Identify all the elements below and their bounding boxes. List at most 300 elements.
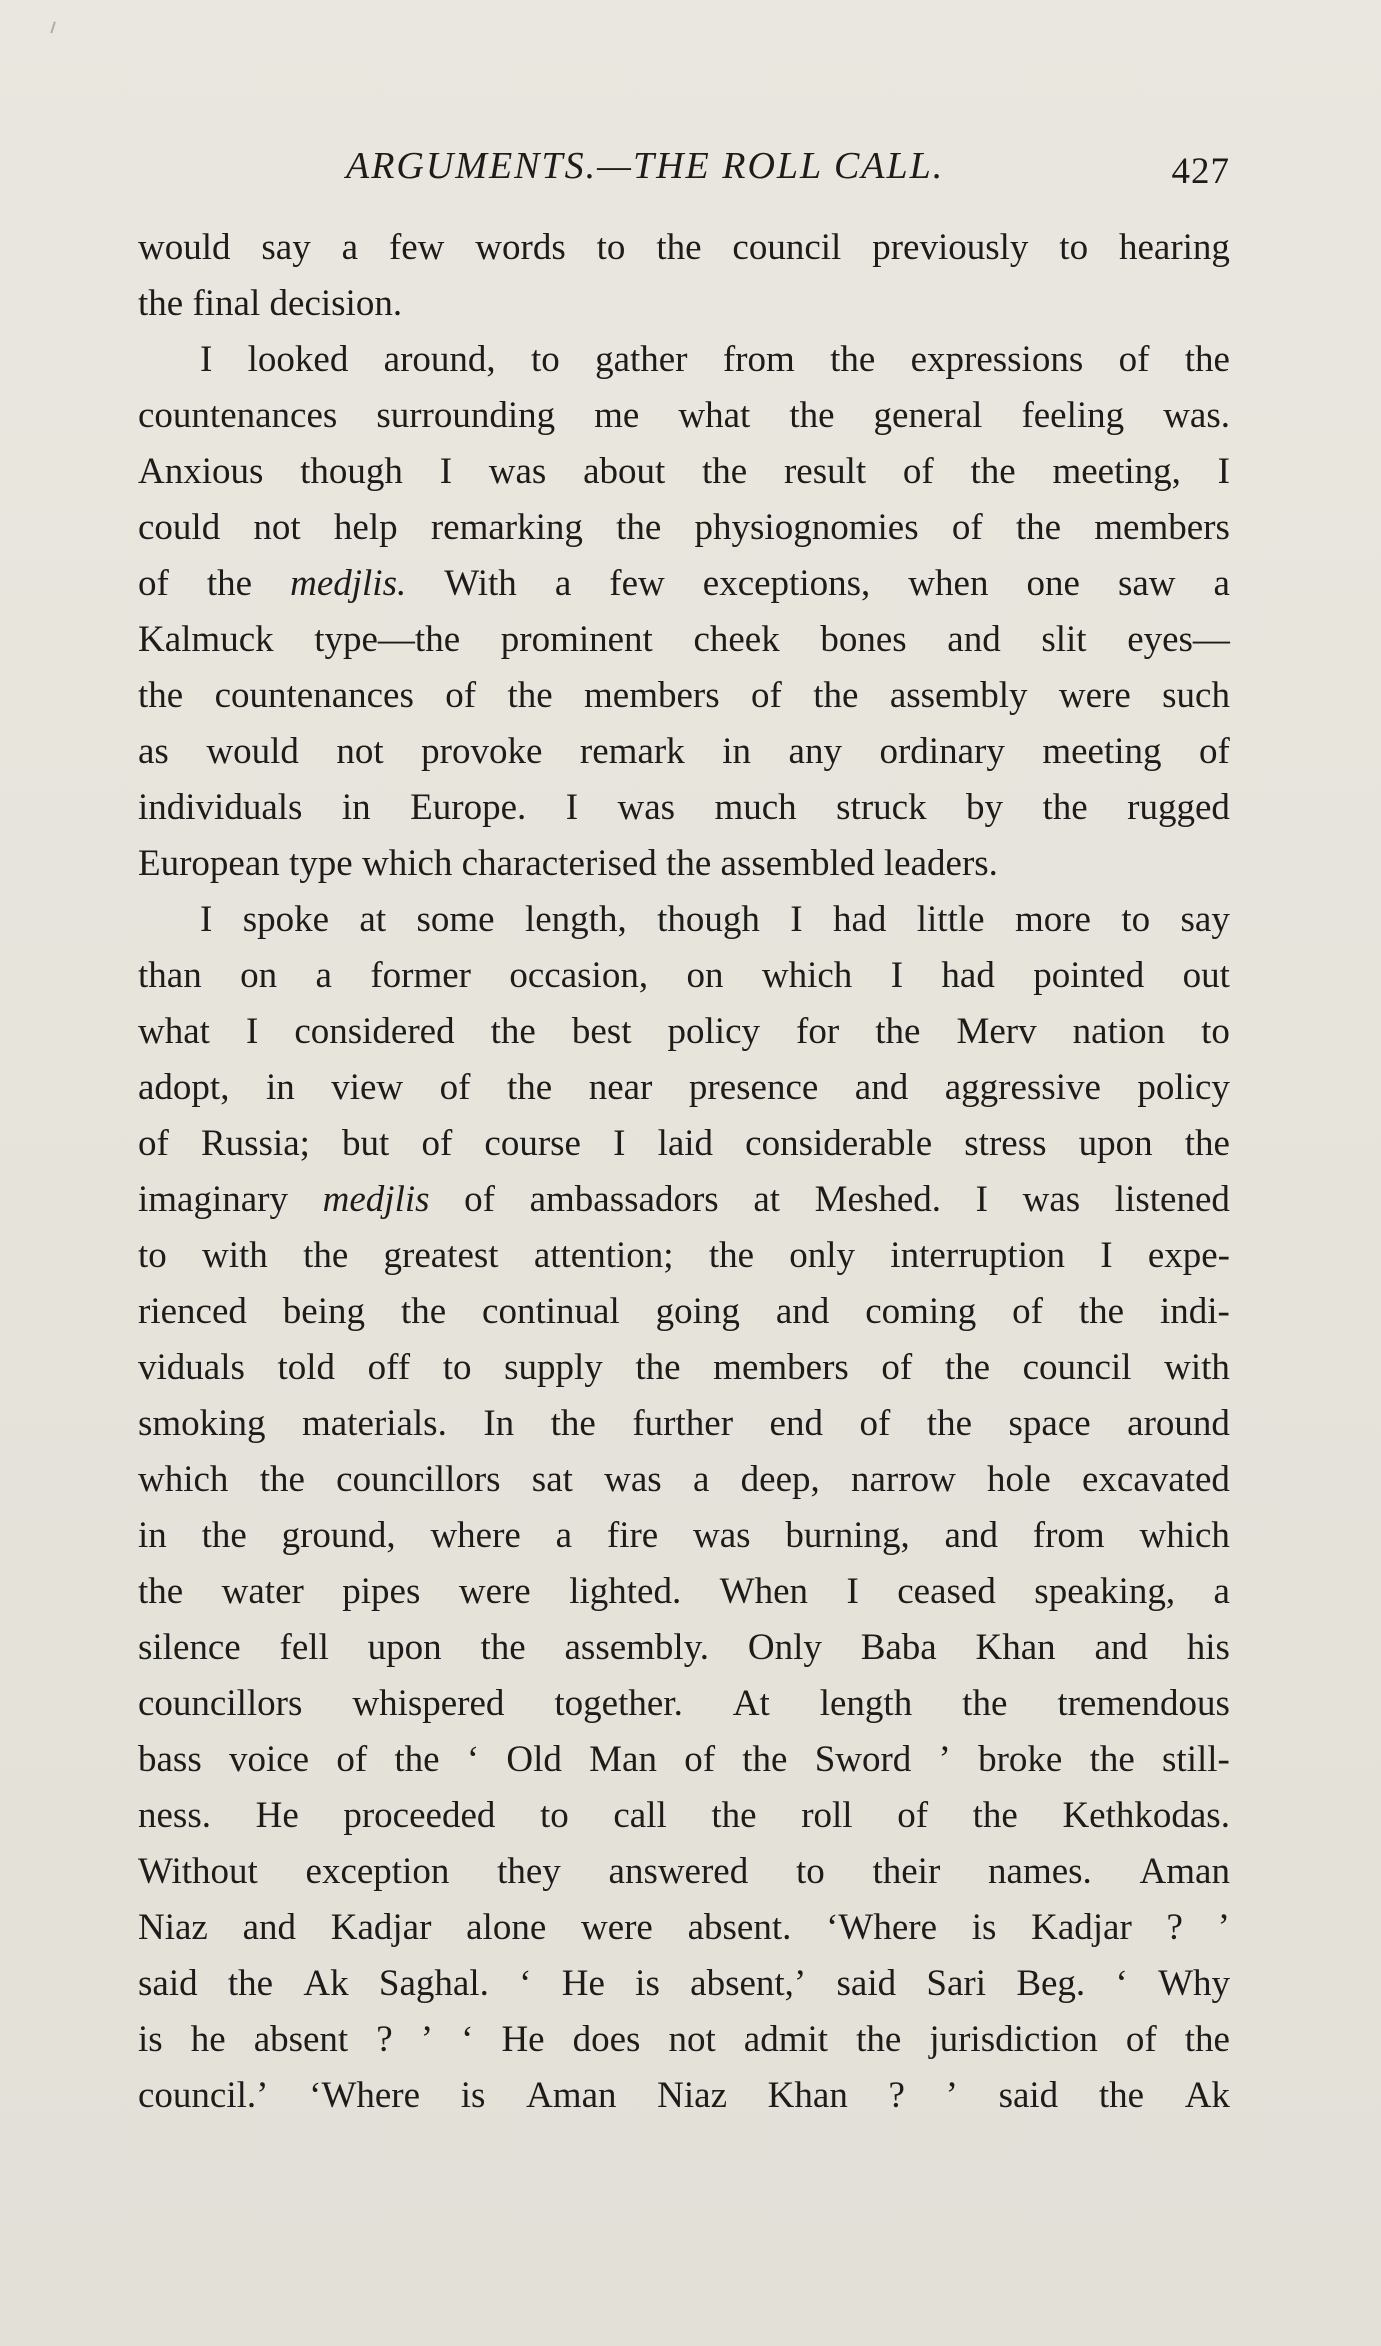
text-line	[138, 500, 1230, 556]
text-line	[138, 1116, 1230, 1172]
word: had	[941, 955, 995, 996]
word: further	[632, 1403, 734, 1444]
word: in	[341, 787, 371, 828]
word: ‘Where	[826, 1907, 937, 1948]
word: what	[138, 1011, 210, 1052]
word: meeting	[1042, 731, 1162, 772]
word: councillors	[138, 1683, 303, 1724]
word: I	[200, 899, 213, 940]
word: upon	[367, 1627, 442, 1668]
word: of	[902, 451, 934, 492]
word: medjlis	[322, 1179, 430, 1220]
word: which	[1139, 1515, 1230, 1556]
word: the	[507, 675, 553, 716]
text-line	[138, 276, 1230, 332]
word: near	[588, 1067, 653, 1108]
word: was	[488, 451, 547, 492]
word: ?	[888, 2075, 905, 2116]
word: decision.	[269, 283, 403, 324]
word: little	[916, 899, 985, 940]
word: pipes	[342, 1571, 421, 1612]
word: from	[722, 339, 795, 380]
word: the	[926, 1403, 972, 1444]
word: ’	[420, 2019, 434, 2060]
word: the	[635, 1347, 681, 1388]
word: proceeded	[343, 1795, 496, 1836]
word: Man	[589, 1739, 657, 1780]
word: as	[138, 731, 169, 772]
word: council	[732, 227, 842, 268]
word: the	[303, 1235, 349, 1276]
word: policy	[1137, 1067, 1230, 1108]
word: view	[331, 1067, 404, 1108]
word: a	[692, 1459, 710, 1500]
word: to	[138, 1235, 167, 1276]
word: the	[394, 1739, 440, 1780]
word: answered	[608, 1851, 749, 1892]
word: was	[693, 1515, 751, 1556]
word: which	[761, 955, 853, 996]
word: the	[138, 1571, 184, 1612]
word: Anxious	[138, 451, 264, 492]
word: gather	[595, 339, 688, 380]
word: admit	[743, 2019, 829, 2060]
word: the	[972, 1795, 1018, 1836]
word: Beg.	[1016, 1963, 1086, 2004]
word: jurisdiction	[929, 2019, 1098, 2060]
word: the	[789, 395, 835, 436]
word: the	[711, 1795, 757, 1836]
word: to	[795, 1851, 825, 1892]
word: few	[388, 227, 445, 268]
text-line	[138, 388, 1230, 444]
word: Meshed.	[814, 1179, 942, 1220]
word: Aman	[1139, 1851, 1230, 1892]
word: leaders.	[883, 843, 998, 884]
word: I	[1100, 1235, 1113, 1276]
word: countenances	[214, 675, 414, 716]
word: fire	[606, 1515, 659, 1556]
word: their	[872, 1851, 941, 1892]
word: were	[580, 1907, 653, 1948]
word: the	[206, 563, 253, 604]
word: few	[609, 563, 665, 604]
word: He	[501, 2019, 545, 2060]
word: burning,	[785, 1515, 910, 1556]
word: the	[1184, 339, 1230, 380]
word: the	[708, 1235, 755, 1276]
word: were	[1058, 675, 1131, 716]
word: eyes—	[1127, 619, 1230, 660]
word: pointed	[1033, 955, 1145, 996]
word: on	[686, 955, 724, 996]
word: ambassadors	[529, 1179, 719, 1220]
word: said	[998, 2075, 1059, 2116]
word: Why	[1158, 1963, 1230, 2004]
word: to	[539, 1795, 569, 1836]
word: exceptions,	[702, 563, 871, 604]
word: they	[497, 1851, 561, 1892]
word: Europe.	[410, 787, 527, 828]
word: of	[1199, 731, 1230, 772]
word: is	[138, 2019, 163, 2060]
word: ground,	[281, 1515, 396, 1556]
word: call	[613, 1795, 667, 1836]
text-line	[138, 836, 1230, 892]
word: Without	[138, 1851, 258, 1892]
word: and	[947, 619, 1001, 660]
word: of	[684, 1739, 716, 1780]
word: whispered	[352, 1683, 505, 1724]
word: I	[200, 339, 213, 380]
word: I	[1217, 451, 1230, 492]
word: considered	[294, 1011, 455, 1052]
word: of	[751, 675, 782, 716]
word: though	[657, 899, 760, 940]
word: in	[138, 1515, 167, 1556]
word: previously	[872, 227, 1029, 268]
word: absent,’	[690, 1963, 807, 2004]
word: had	[832, 899, 887, 940]
word: for	[796, 1011, 840, 1052]
word: struck	[836, 787, 927, 828]
word: of	[439, 1067, 471, 1108]
word: members	[1094, 507, 1230, 548]
word: which	[138, 1459, 229, 1500]
text-line	[138, 1900, 1230, 1956]
word: of	[951, 507, 983, 548]
word: type	[289, 843, 353, 884]
word: length,	[524, 899, 627, 940]
word: one	[1026, 563, 1080, 604]
word: ness.	[138, 1795, 211, 1836]
word: Kadjar	[330, 1907, 432, 1948]
word: the	[1098, 2075, 1145, 2116]
word: to	[1059, 227, 1089, 268]
word: council	[1022, 1347, 1132, 1388]
word: ‘Where	[309, 2075, 421, 2116]
word: Niaz	[657, 2075, 728, 2116]
word: sat	[531, 1459, 573, 1500]
word: going	[655, 1291, 740, 1332]
word: space	[1008, 1403, 1091, 1444]
text-line	[138, 948, 1230, 1004]
word: remarking	[430, 507, 583, 548]
word: ‘	[1115, 1963, 1128, 2004]
word: ?	[1166, 1907, 1183, 1948]
word: the	[616, 507, 662, 548]
word: Old	[506, 1739, 562, 1780]
word: provoke	[421, 731, 543, 772]
word: his	[1186, 1627, 1230, 1668]
word: surrounding	[376, 395, 556, 436]
word: hearing	[1118, 227, 1230, 268]
text-line	[138, 780, 1230, 836]
word: the	[201, 1515, 247, 1556]
word: laid	[657, 1123, 714, 1164]
word: said	[138, 1963, 198, 2004]
word: the	[702, 451, 748, 492]
word: I	[245, 1011, 259, 1052]
word: absent	[253, 2019, 349, 2060]
text-line	[138, 1340, 1230, 1396]
word: told	[277, 1347, 336, 1388]
word: in	[265, 1067, 295, 1108]
word: of	[421, 1123, 453, 1164]
word: of	[859, 1403, 891, 1444]
word: the	[490, 1011, 536, 1052]
text-line	[138, 2012, 1230, 2068]
word: bones	[820, 619, 907, 660]
word: European	[138, 843, 280, 884]
word: ’	[1217, 1907, 1230, 1948]
word: policy	[667, 1011, 760, 1052]
word: is	[635, 1963, 660, 2004]
word: Niaz	[138, 1907, 208, 1948]
word: the	[742, 1739, 788, 1780]
word: does	[572, 2019, 641, 2060]
word: Ak	[303, 1963, 349, 2004]
word: ordinary	[879, 731, 1005, 772]
word: Kadjar	[1031, 1907, 1132, 1948]
word: medjlis.	[290, 563, 407, 604]
text-line	[138, 1004, 1230, 1060]
word: remark	[579, 731, 685, 772]
word: was	[617, 787, 676, 828]
word: not	[336, 731, 384, 772]
word: looked	[247, 339, 349, 380]
word: though	[300, 451, 403, 492]
word: around	[1127, 1403, 1230, 1444]
word: of	[464, 1179, 495, 1220]
word: nation	[1072, 1011, 1166, 1052]
word: roll	[801, 1795, 853, 1836]
word: voice	[228, 1739, 310, 1780]
word: more	[1014, 899, 1091, 940]
word: ’	[945, 2075, 958, 2116]
word: from	[1032, 1515, 1105, 1556]
word: bass	[138, 1739, 202, 1780]
word: Only	[747, 1627, 822, 1668]
word: was.	[1163, 395, 1230, 436]
word: what	[678, 395, 751, 436]
word: prominent	[500, 619, 653, 660]
text-line	[138, 1396, 1230, 1452]
word: and	[242, 1907, 297, 1948]
word: only	[789, 1235, 856, 1276]
word: was	[1022, 1179, 1081, 1220]
word: which	[361, 843, 453, 884]
word: presence	[688, 1067, 819, 1108]
word: supply	[504, 1347, 603, 1388]
word: general	[873, 395, 983, 436]
word: smoking	[138, 1403, 266, 1444]
word: the	[1184, 2019, 1230, 2060]
text-line	[138, 444, 1230, 500]
word: with	[202, 1235, 268, 1276]
word: being	[282, 1291, 365, 1332]
word: stress	[964, 1123, 1047, 1164]
word: fell	[279, 1627, 329, 1668]
word: say	[1180, 899, 1230, 940]
word: than	[138, 955, 202, 996]
text-line	[138, 1564, 1230, 1620]
word: Sari	[926, 1963, 987, 2004]
word: ’	[938, 1739, 951, 1780]
word: He	[561, 1963, 605, 2004]
word: I	[565, 787, 579, 828]
word: I	[613, 1123, 626, 1164]
word: ‘	[519, 1963, 532, 2004]
text-line	[138, 612, 1230, 668]
word: ceased	[897, 1571, 996, 1612]
word: Saghal.	[378, 1963, 489, 2004]
word: much	[714, 787, 797, 828]
word: rugged	[1127, 787, 1230, 828]
word: the	[1015, 507, 1062, 548]
word: was	[604, 1459, 662, 1500]
text-line	[138, 1452, 1230, 1508]
text-line	[138, 1060, 1230, 1116]
word: of	[336, 1739, 368, 1780]
word: members	[713, 1347, 849, 1388]
word: the	[1078, 1291, 1125, 1332]
word: is	[971, 1907, 997, 1948]
word: best	[571, 1011, 632, 1052]
word: to	[530, 339, 560, 380]
word: tremendous	[1057, 1683, 1230, 1724]
text-line	[138, 724, 1230, 780]
word: continual	[482, 1291, 620, 1332]
text-line	[138, 332, 1230, 388]
text-line	[138, 220, 1230, 276]
word: were	[458, 1571, 531, 1612]
word: the	[259, 1459, 305, 1500]
word: of	[1012, 1291, 1043, 1332]
word: He	[255, 1795, 299, 1836]
word: of	[445, 675, 477, 716]
word: I	[975, 1179, 988, 1220]
word: a	[1213, 563, 1230, 604]
word: When	[719, 1571, 809, 1612]
text-line	[138, 1956, 1230, 2012]
word: a	[341, 227, 359, 268]
page-header	[138, 140, 1230, 200]
word: physiognomies	[694, 507, 919, 548]
word: final	[192, 283, 261, 324]
text-line	[138, 668, 1230, 724]
word: viduals	[138, 1347, 245, 1388]
word: the	[830, 339, 876, 380]
word: meeting,	[1052, 451, 1181, 492]
word: in	[722, 731, 751, 772]
word: with	[1164, 1347, 1230, 1388]
word: speaking,	[1034, 1571, 1176, 1612]
word: broke	[978, 1739, 1063, 1780]
word: not	[253, 507, 301, 548]
word: countenances	[138, 395, 338, 436]
word: materials.	[301, 1403, 447, 1444]
word: ‘	[461, 2019, 474, 2060]
word: say	[261, 227, 311, 268]
word: would	[206, 731, 299, 772]
word: Sword	[814, 1739, 912, 1780]
word: the	[666, 843, 712, 884]
word: feeling	[1021, 395, 1125, 436]
word: of	[1125, 2019, 1157, 2060]
word: together.	[554, 1683, 683, 1724]
word: at	[753, 1179, 781, 1220]
word: narrow	[851, 1459, 956, 1500]
word: said	[836, 1963, 897, 2004]
word: Merv	[956, 1011, 1037, 1052]
word: a	[555, 1515, 573, 1556]
text-line	[138, 1844, 1230, 1900]
word: and	[854, 1067, 909, 1108]
margin-mark	[50, 21, 59, 34]
word: and	[1094, 1627, 1148, 1668]
word: the	[480, 1627, 526, 1668]
body-text	[138, 220, 1230, 2124]
text-line	[138, 1228, 1230, 1284]
word: greatest	[383, 1235, 499, 1276]
word: hole	[987, 1459, 1051, 1500]
word: the	[656, 227, 702, 268]
word: occasion,	[509, 955, 649, 996]
word: not	[668, 2019, 716, 2060]
word: to	[442, 1347, 472, 1388]
word: water	[221, 1571, 304, 1612]
text-line	[138, 1172, 1230, 1228]
word: lighted.	[569, 1571, 682, 1612]
word: excavated	[1082, 1459, 1230, 1500]
word: I	[439, 451, 453, 492]
word: the	[138, 283, 184, 324]
word: length	[819, 1683, 913, 1724]
word: the	[138, 675, 184, 716]
word: would	[138, 227, 231, 268]
word: and	[944, 1515, 998, 1556]
word: on	[240, 955, 278, 996]
word: upon	[1078, 1123, 1153, 1164]
word: about	[583, 451, 666, 492]
word: coming	[865, 1291, 977, 1332]
word: interruption	[890, 1235, 1065, 1276]
word: the	[875, 1011, 921, 1052]
word: and	[775, 1291, 830, 1332]
word: In	[483, 1403, 515, 1444]
word: the	[856, 2019, 902, 2060]
word: some	[416, 899, 495, 940]
running-head: ARGUMENTS.—THE ROLL CALL.	[346, 145, 945, 187]
word: cheek	[693, 619, 780, 660]
word: around,	[383, 339, 496, 380]
word: former	[370, 955, 471, 996]
page-number: 427	[1171, 151, 1230, 192]
word: but	[342, 1123, 390, 1164]
word: names.	[988, 1851, 1092, 1892]
word: the	[227, 1963, 274, 2004]
word: is	[460, 2075, 486, 2116]
word: when	[908, 563, 989, 604]
word: expe-	[1147, 1235, 1230, 1276]
word: assembly.	[564, 1627, 710, 1668]
word: to	[1121, 899, 1151, 940]
word: any	[788, 731, 842, 772]
word: of	[897, 1795, 929, 1836]
word: Khan	[767, 2075, 848, 2116]
word: result	[783, 451, 867, 492]
